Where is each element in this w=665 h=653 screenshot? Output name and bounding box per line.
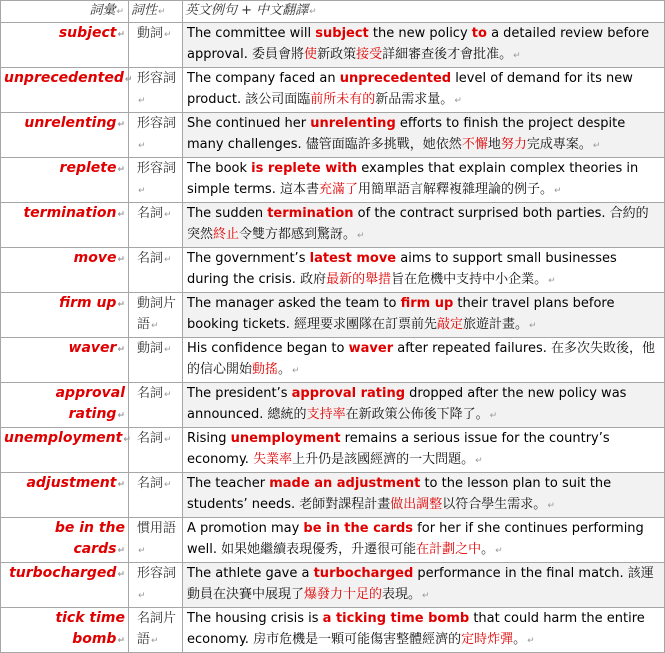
vocab-word-text: move (73, 250, 117, 266)
translation-text: 房市危機是一顆可能傷害整體經濟的 (253, 632, 462, 647)
paragraph-mark: ↵ (117, 255, 125, 265)
example-sentence (183, 338, 665, 383)
paragraph-mark: ↵ (495, 546, 503, 556)
pos-text: 慣用語 (137, 521, 177, 536)
paragraph-mark: ↵ (117, 30, 125, 40)
vocab-word (1, 563, 129, 608)
vocab-word-text: unrelenting (24, 115, 117, 131)
table-body (1, 23, 665, 653)
paragraph-mark: ↵ (138, 141, 146, 151)
paragraph-mark: ↵ (117, 345, 125, 355)
translation-text: 詳細審查後才會批准。 (382, 47, 513, 62)
example-sentence (183, 248, 665, 293)
translation-highlight: 爆發力十足的 (304, 587, 383, 602)
paragraph-mark: ↵ (422, 591, 430, 601)
part-of-speech (129, 608, 183, 653)
header-pos: 詞性↵ (129, 1, 183, 23)
example-sentence (183, 203, 665, 248)
translation-highlight: 終止 (213, 227, 240, 242)
vocab-word-text: turbocharged (9, 565, 117, 581)
vocab-word-text: unemployment (4, 430, 123, 446)
paragraph-mark: ↵ (124, 75, 133, 85)
table-row (1, 518, 665, 563)
pos-text: 形容詞 (137, 116, 177, 131)
table-row (1, 203, 665, 248)
translation-text: 上升仍是該國經濟的一大問題。 (292, 452, 475, 467)
paragraph-mark: ↵ (151, 321, 159, 331)
translation-highlight: 不懈 (461, 137, 488, 152)
paragraph-mark: ↵ (489, 411, 498, 421)
sentence-text: The government’s (187, 251, 310, 266)
translation-text: 新政策 (317, 47, 357, 62)
translation-text: 表現。 (382, 587, 422, 602)
pos-text: 動詞 (137, 341, 164, 356)
chinese-translation (245, 92, 453, 107)
vocab-word-text: replete (59, 160, 117, 176)
translation-text: 合約的突然 (187, 206, 649, 242)
header-example: 英文例句 + 中文翻譯↵ (183, 1, 665, 23)
paragraph-mark: ↵ (138, 96, 146, 106)
part-of-speech (129, 113, 183, 158)
keyword-highlight: unprecedented (339, 71, 452, 86)
sentence-text: aims to support small businesses during the crisis. (187, 251, 617, 287)
translation-text: 經理要求團隊在訂票前先 (293, 317, 437, 332)
translation-text: 儘管面臨許多挑戰，她依然 (305, 137, 462, 152)
translation-text: 總統的 (267, 407, 307, 422)
sentence-text: The president’s (187, 386, 292, 401)
translation-text: 。 (278, 362, 292, 377)
table-row (1, 383, 665, 428)
keyword-highlight: subject (315, 26, 369, 41)
keyword-highlight: be in the cards (303, 521, 414, 536)
translation-text: 新品需求量。 (375, 92, 454, 107)
paragraph-mark: ↵ (117, 546, 125, 556)
example-sentence (183, 68, 665, 113)
paragraph-mark: ↵ (151, 636, 159, 646)
translation-text: 旨在危機中支持中小企業。 (391, 272, 548, 287)
paragraph-mark: ↵ (117, 210, 125, 220)
paragraph-mark: ↵ (117, 300, 125, 310)
translation-highlight: 敲定 (437, 317, 464, 332)
translation-highlight: 在計劃之中 (416, 542, 482, 557)
table-row (1, 473, 665, 518)
sentence-text: level of demand for its new product. (187, 71, 633, 107)
paragraph-mark: ↵ (138, 186, 146, 196)
pos-text: 形容詞 (137, 566, 177, 581)
part-of-speech (129, 293, 183, 338)
paragraph-mark: ↵ (117, 480, 125, 490)
sentence-text: of the contract surprised both parties. (353, 206, 610, 221)
paragraph-mark: ↵ (123, 435, 131, 445)
paragraph-mark: ↵ (454, 96, 462, 106)
vocab-word (1, 23, 129, 68)
sentence-text: dropped after the new policy was announced. (187, 386, 627, 422)
translation-highlight: 支持率 (306, 407, 346, 422)
part-of-speech (129, 473, 183, 518)
translation-text: 該公司面臨 (245, 92, 311, 107)
vocab-word-text: be in the cards (54, 520, 125, 557)
translation-text: 完成專案。 (526, 137, 592, 152)
paragraph-mark: ↵ (527, 636, 535, 646)
translation-text: 。 (513, 632, 527, 647)
table-row (1, 608, 665, 653)
translation-highlight: 前所未有的 (310, 92, 376, 107)
sentence-text: The housing crisis is (187, 611, 323, 626)
vocab-word (1, 293, 129, 338)
sentence-text: The company faced an (187, 71, 340, 86)
translation-highlight: 使 (304, 47, 318, 62)
translation-highlight: 做出調整 (390, 497, 443, 512)
chinese-translation (280, 182, 553, 197)
chinese-translation (253, 632, 526, 647)
part-of-speech (129, 23, 183, 68)
vocab-word-text: waver (68, 340, 117, 356)
chinese-translation (253, 452, 474, 467)
sentence-text: The committee will (187, 26, 316, 41)
translation-text: 如果她繼續表現優秀，升遷很可能 (221, 542, 417, 557)
translation-text: 旅遊計畫。 (463, 317, 529, 332)
sentence-text: examples that explain complex theories in simple terms. (187, 161, 639, 197)
sentence-text: The athlete gave a (187, 566, 314, 581)
paragraph-mark: ↵ (529, 321, 537, 331)
table-row (1, 248, 665, 293)
part-of-speech (129, 203, 183, 248)
translation-highlight: 努力 (500, 137, 527, 152)
keyword-highlight: unemployment (230, 431, 341, 446)
example-sentence (183, 608, 665, 653)
vocab-word (1, 473, 129, 518)
translation-text: 老師對課程計畫 (299, 497, 391, 512)
table-row (1, 68, 665, 113)
paragraph-mark: ↵ (292, 366, 300, 376)
part-of-speech (129, 428, 183, 473)
vocab-word (1, 428, 129, 473)
sentence-text: the new policy (368, 26, 472, 41)
vocab-word-text: approval rating (55, 385, 125, 422)
paragraph-mark: ↵ (117, 411, 125, 421)
sentence-text: efforts to finish the project despite many challenges. (187, 116, 626, 152)
part-of-speech (129, 338, 183, 383)
pos-text: 名詞 (137, 386, 164, 401)
translation-text: 委員會將 (252, 47, 305, 62)
vocab-word-text: termination (23, 205, 117, 221)
paragraph-mark: ↵ (547, 501, 555, 511)
pos-text: 名詞 (137, 431, 164, 446)
table-row (1, 338, 665, 383)
header-word: 詞彙↵ (1, 1, 129, 23)
chinese-translation (299, 497, 546, 512)
table-row (1, 158, 665, 203)
pos-text: 名詞片語 (137, 611, 177, 647)
paragraph-mark: ↵ (117, 570, 125, 580)
sentence-text: The book (187, 161, 252, 176)
header-row (1, 1, 665, 23)
example-sentence (183, 428, 665, 473)
translation-text: 。 (481, 542, 495, 557)
paragraph-mark: ↵ (138, 591, 146, 601)
pos-text: 名詞 (137, 476, 164, 491)
table-row (1, 428, 665, 473)
pos-text: 名詞 (137, 251, 164, 266)
vocab-word (1, 338, 129, 383)
example-sentence (183, 293, 665, 338)
keyword-highlight: is replete with (251, 161, 358, 176)
part-of-speech (129, 518, 183, 563)
translation-highlight: 充滿了 (318, 182, 358, 197)
sentence-text: His confidence began to (187, 341, 349, 356)
keyword-highlight: to (471, 26, 487, 41)
paragraph-mark: ↵ (117, 636, 125, 646)
paragraph-mark: ↵ (548, 276, 556, 286)
keyword-highlight: a ticking time bomb (322, 611, 470, 626)
chinese-translation (268, 407, 489, 422)
translation-text: 該運動員在決賽中展現了 (187, 566, 654, 602)
table-row (1, 113, 665, 158)
translation-text: 令雙方都感到驚訝。 (239, 227, 357, 242)
part-of-speech (129, 158, 183, 203)
chinese-translation (300, 272, 547, 287)
vocab-word (1, 518, 129, 563)
sentence-text: The teacher (187, 476, 270, 491)
vocab-word (1, 608, 129, 653)
sentence-text: The manager asked the team to (187, 296, 401, 311)
sentence-text: a detailed review before approval. (187, 26, 650, 62)
vocab-word-text: unprecedented (4, 70, 124, 86)
pos-text: 形容詞 (137, 71, 177, 86)
pos-text: 動詞 (137, 26, 164, 41)
paragraph-mark: ↵ (592, 141, 601, 151)
table-row (1, 23, 665, 68)
chinese-translation (221, 542, 494, 557)
example-sentence (183, 383, 665, 428)
vocab-word (1, 158, 129, 203)
translation-text: 以符合學生需求。 (442, 497, 547, 512)
vocab-word (1, 203, 129, 248)
translation-highlight: 動搖 (252, 362, 279, 377)
keyword-highlight: firm up (400, 296, 454, 311)
paragraph-mark: ↵ (164, 390, 172, 400)
pos-text: 名詞 (137, 206, 164, 221)
vocab-word (1, 113, 129, 158)
example-sentence (183, 158, 665, 203)
sentence-text: A promotion may (187, 521, 304, 536)
paragraph-mark: ↵ (164, 345, 172, 355)
paragraph-mark: ↵ (164, 480, 172, 490)
example-sentence (183, 518, 665, 563)
pos-text: 動詞片語 (137, 296, 177, 332)
keyword-highlight: unrelenting (310, 116, 396, 131)
translation-highlight: 最新的舉措 (326, 272, 392, 287)
paragraph-mark: ↵ (164, 30, 172, 40)
example-sentence (183, 563, 665, 608)
translation-highlight: 接受 (356, 47, 383, 62)
keyword-highlight: termination (267, 206, 354, 221)
paragraph-mark: ↵ (475, 456, 483, 466)
vocab-word (1, 383, 129, 428)
keyword-highlight: approval rating (291, 386, 406, 401)
translation-text: 政府 (300, 272, 327, 287)
translation-text: 在多次失敗後，他的信心開始 (187, 341, 655, 377)
chinese-translation (252, 47, 512, 62)
keyword-highlight: turbocharged (313, 566, 414, 581)
part-of-speech (129, 383, 183, 428)
translation-text: 用簡單語言解釋複雜理論的例子。 (358, 182, 554, 197)
paragraph-mark: ↵ (513, 51, 521, 61)
vocab-word-text: firm up (59, 295, 117, 311)
paragraph-mark: ↵ (164, 255, 172, 265)
vocab-word (1, 68, 133, 113)
sentence-text: Rising (187, 431, 231, 446)
paragraph-mark: ↵ (164, 210, 172, 220)
keyword-highlight: waver (348, 341, 394, 356)
sentence-text: that could harm the entire economy. (187, 611, 645, 647)
vocab-word-text: subject (58, 25, 117, 41)
vocab-word-text: adjustment (26, 475, 117, 491)
paragraph-mark: ↵ (117, 120, 125, 130)
paragraph-mark: ↵ (554, 186, 562, 196)
chinese-translation (294, 317, 528, 332)
sentence-text: their travel plans before booking tickets. (187, 296, 615, 332)
sentence-text: for her if she continues performing well. (187, 521, 644, 557)
keyword-highlight: latest move (309, 251, 397, 266)
example-sentence (183, 23, 665, 68)
sentence-text: to the lesson plan to suit the students’ needs. (187, 476, 612, 512)
translation-highlight: 失業率 (253, 452, 293, 467)
translation-text: 在新政策公佈後下降了。 (345, 407, 489, 422)
chinese-translation (306, 137, 592, 152)
sentence-text: performance in the final match. (413, 566, 628, 581)
keyword-highlight: made an adjustment (269, 476, 421, 491)
paragraph-mark: ↵ (164, 435, 172, 445)
part-of-speech (129, 248, 183, 293)
example-sentence (183, 113, 665, 158)
translation-highlight: 定時炸彈 (461, 632, 514, 647)
example-sentence (183, 473, 665, 518)
part-of-speech (129, 68, 183, 113)
sentence-text: remains a serious issue for the country’s economy. (187, 431, 610, 467)
sentence-text: The sudden (187, 206, 268, 221)
pos-text: 形容詞 (137, 161, 177, 176)
paragraph-mark: ↵ (117, 165, 125, 175)
sentence-text: She continued her (187, 116, 311, 131)
table-row (1, 293, 665, 338)
paragraph-mark: ↵ (138, 546, 146, 556)
translation-text: 這本書 (279, 182, 319, 197)
sentence-text: after repeated failures. (393, 341, 551, 356)
paragraph-mark: ↵ (357, 231, 365, 241)
translation-text: 地 (487, 137, 501, 152)
vocab-word-text: tick time bomb (55, 610, 125, 647)
vocab-word (1, 248, 129, 293)
part-of-speech (129, 563, 183, 608)
table-row (1, 563, 665, 608)
